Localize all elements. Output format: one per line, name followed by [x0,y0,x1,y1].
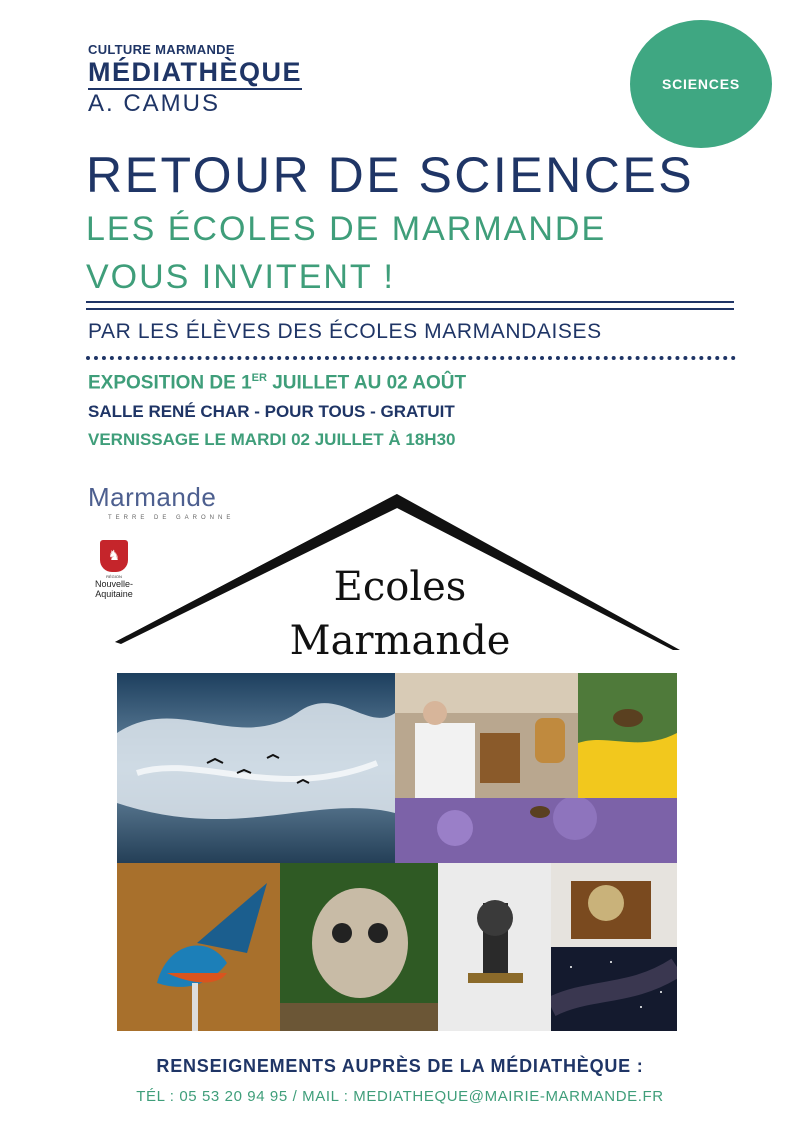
beekeeper-photo [395,673,578,798]
region-small-label: RÉGION [106,574,122,579]
category-badge: SCIENCES [630,20,772,148]
library-line: MÉDIATHÈQUE [88,57,302,90]
night-sky-photo [551,947,677,1031]
byline: PAR LES ÉLÈVES DES ÉCOLES MARMANDAISES [88,320,602,343]
lavender-bee-photo [395,798,677,863]
region-name: Nouvelle-Aquitaine [94,579,134,599]
roof-text-line-1: Ecoles [333,564,467,610]
wave-birds-photo [117,673,395,863]
poster-subtitle-2: VOUS INVITENT ! [86,258,395,296]
expo-sup: ER [251,372,267,384]
lion-shield-icon: ♞ [100,540,128,572]
divider-line [86,301,734,303]
org-line: CULTURE MARMANDE [88,42,235,57]
dotted-divider [86,356,736,360]
bee-flower-photo [578,673,677,798]
kingfisher-photo [117,863,280,1031]
expo-prefix: EXPOSITION DE 1 [88,372,252,394]
poster-title: RETOUR DE SCIENCES [86,147,695,203]
poster-subtitle-1: LES ÉCOLES DE MARMANDE [86,210,607,248]
contact-line: TÉL : 05 53 20 94 95 / MAIL : MEDIATHEQUE@MAIRIE-MARMANDE.FR [136,1088,664,1105]
exhibition-dates [88,372,466,394]
expo-suffix: JUILLET AU 02 AOÛT [266,372,467,394]
opening-info: VERNISSAGE LE MARDI 02 JUILLET À 18H30 [88,430,456,449]
compass-box-photo [551,863,677,947]
library-name: A. CAMUS [88,90,221,117]
theodolite-photo [438,863,551,1031]
owl-photo [280,863,438,1031]
marmande-logo-text: Marmande [88,482,217,512]
divider-line [86,308,734,310]
marmande-tagline: TERRE DE GARONNE [108,515,235,521]
info-heading: RENSEIGNEMENTS AUPRÈS DE LA MÉDIATHÈQUE : [156,1056,644,1076]
library-brand [88,42,302,118]
venue-info: SALLE RENÉ CHAR - POUR TOUS - GRATUIT [88,402,455,421]
roof-text-line-2: Marmande [289,618,511,664]
